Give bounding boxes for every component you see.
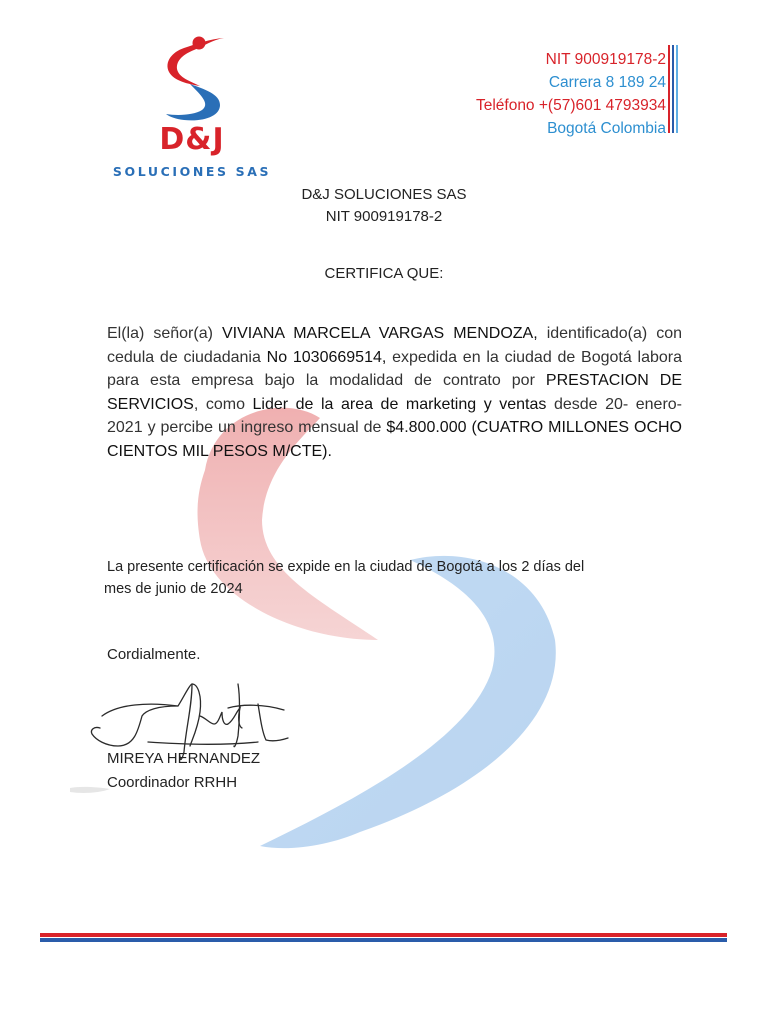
body-text-1: El(la) señor(a): [107, 325, 222, 342]
contact-phone: Teléfono +(57)601 4793934: [475, 97, 666, 114]
footer-bar-red: [40, 933, 727, 937]
issue-line-1: La presente certificación se expide en la ciudad de Bogotá a los 2 días del: [107, 559, 585, 575]
footer-accent-bars: [40, 933, 727, 943]
signer-role: Coordinador RRHH: [107, 774, 238, 791]
signer-name: MIREYA HERNANDEZ: [107, 750, 261, 767]
id-number: No 1030669514,: [266, 348, 387, 366]
body-text-5: desde 20- enero- 2021 y percibe un ingreso mensual de: [107, 395, 682, 436]
issue-line-2: mes de junio de 2024: [104, 581, 243, 597]
company-name: D&J SOLUCIONES SAS: [301, 186, 467, 203]
company-nit: NIT 900919178-2: [325, 208, 443, 225]
body-text-4: , como: [193, 395, 253, 413]
body-text-3: expedida en la ciudad de Bogotá labora para esta empresa bajo la modalidad de contrato por: [107, 348, 683, 389]
footer-bar-blue: [40, 938, 727, 942]
contact-nit: NIT 900919178-2: [545, 51, 666, 68]
body-text-2: identificado(a) con cedula de ciudadania: [107, 325, 683, 366]
contact-accent-bars: [668, 45, 680, 133]
contact-city: Bogotá Colombia: [547, 120, 666, 137]
logo-subtitle: SOLUCIONES SAS: [112, 164, 272, 179]
salary-amount: $4.800.000 (CUATRO MILLONES OCHO CIENTOS MIL PESOS M/CTE).: [107, 419, 682, 460]
logo-figure-icon: [164, 34, 228, 124]
company-logo: [112, 34, 272, 184]
employee-name: VIVIANA MARCELA VARGAS MENDOZA,: [221, 325, 538, 342]
logo-wordmark: D&J: [159, 122, 225, 157]
certificate-body: [107, 322, 682, 463]
contact-address: Carrera 8 189 24: [548, 74, 666, 91]
issue-statement: [104, 556, 664, 600]
contact-block: [476, 48, 666, 140]
job-position: Lider de la area de marketing y ventas: [252, 395, 547, 413]
certificate-title: CERTIFICA QUE:: [324, 265, 444, 282]
closing: Cordialmente.: [107, 646, 201, 663]
contract-type: PRESTACION DE SERVICIOS: [107, 372, 682, 413]
